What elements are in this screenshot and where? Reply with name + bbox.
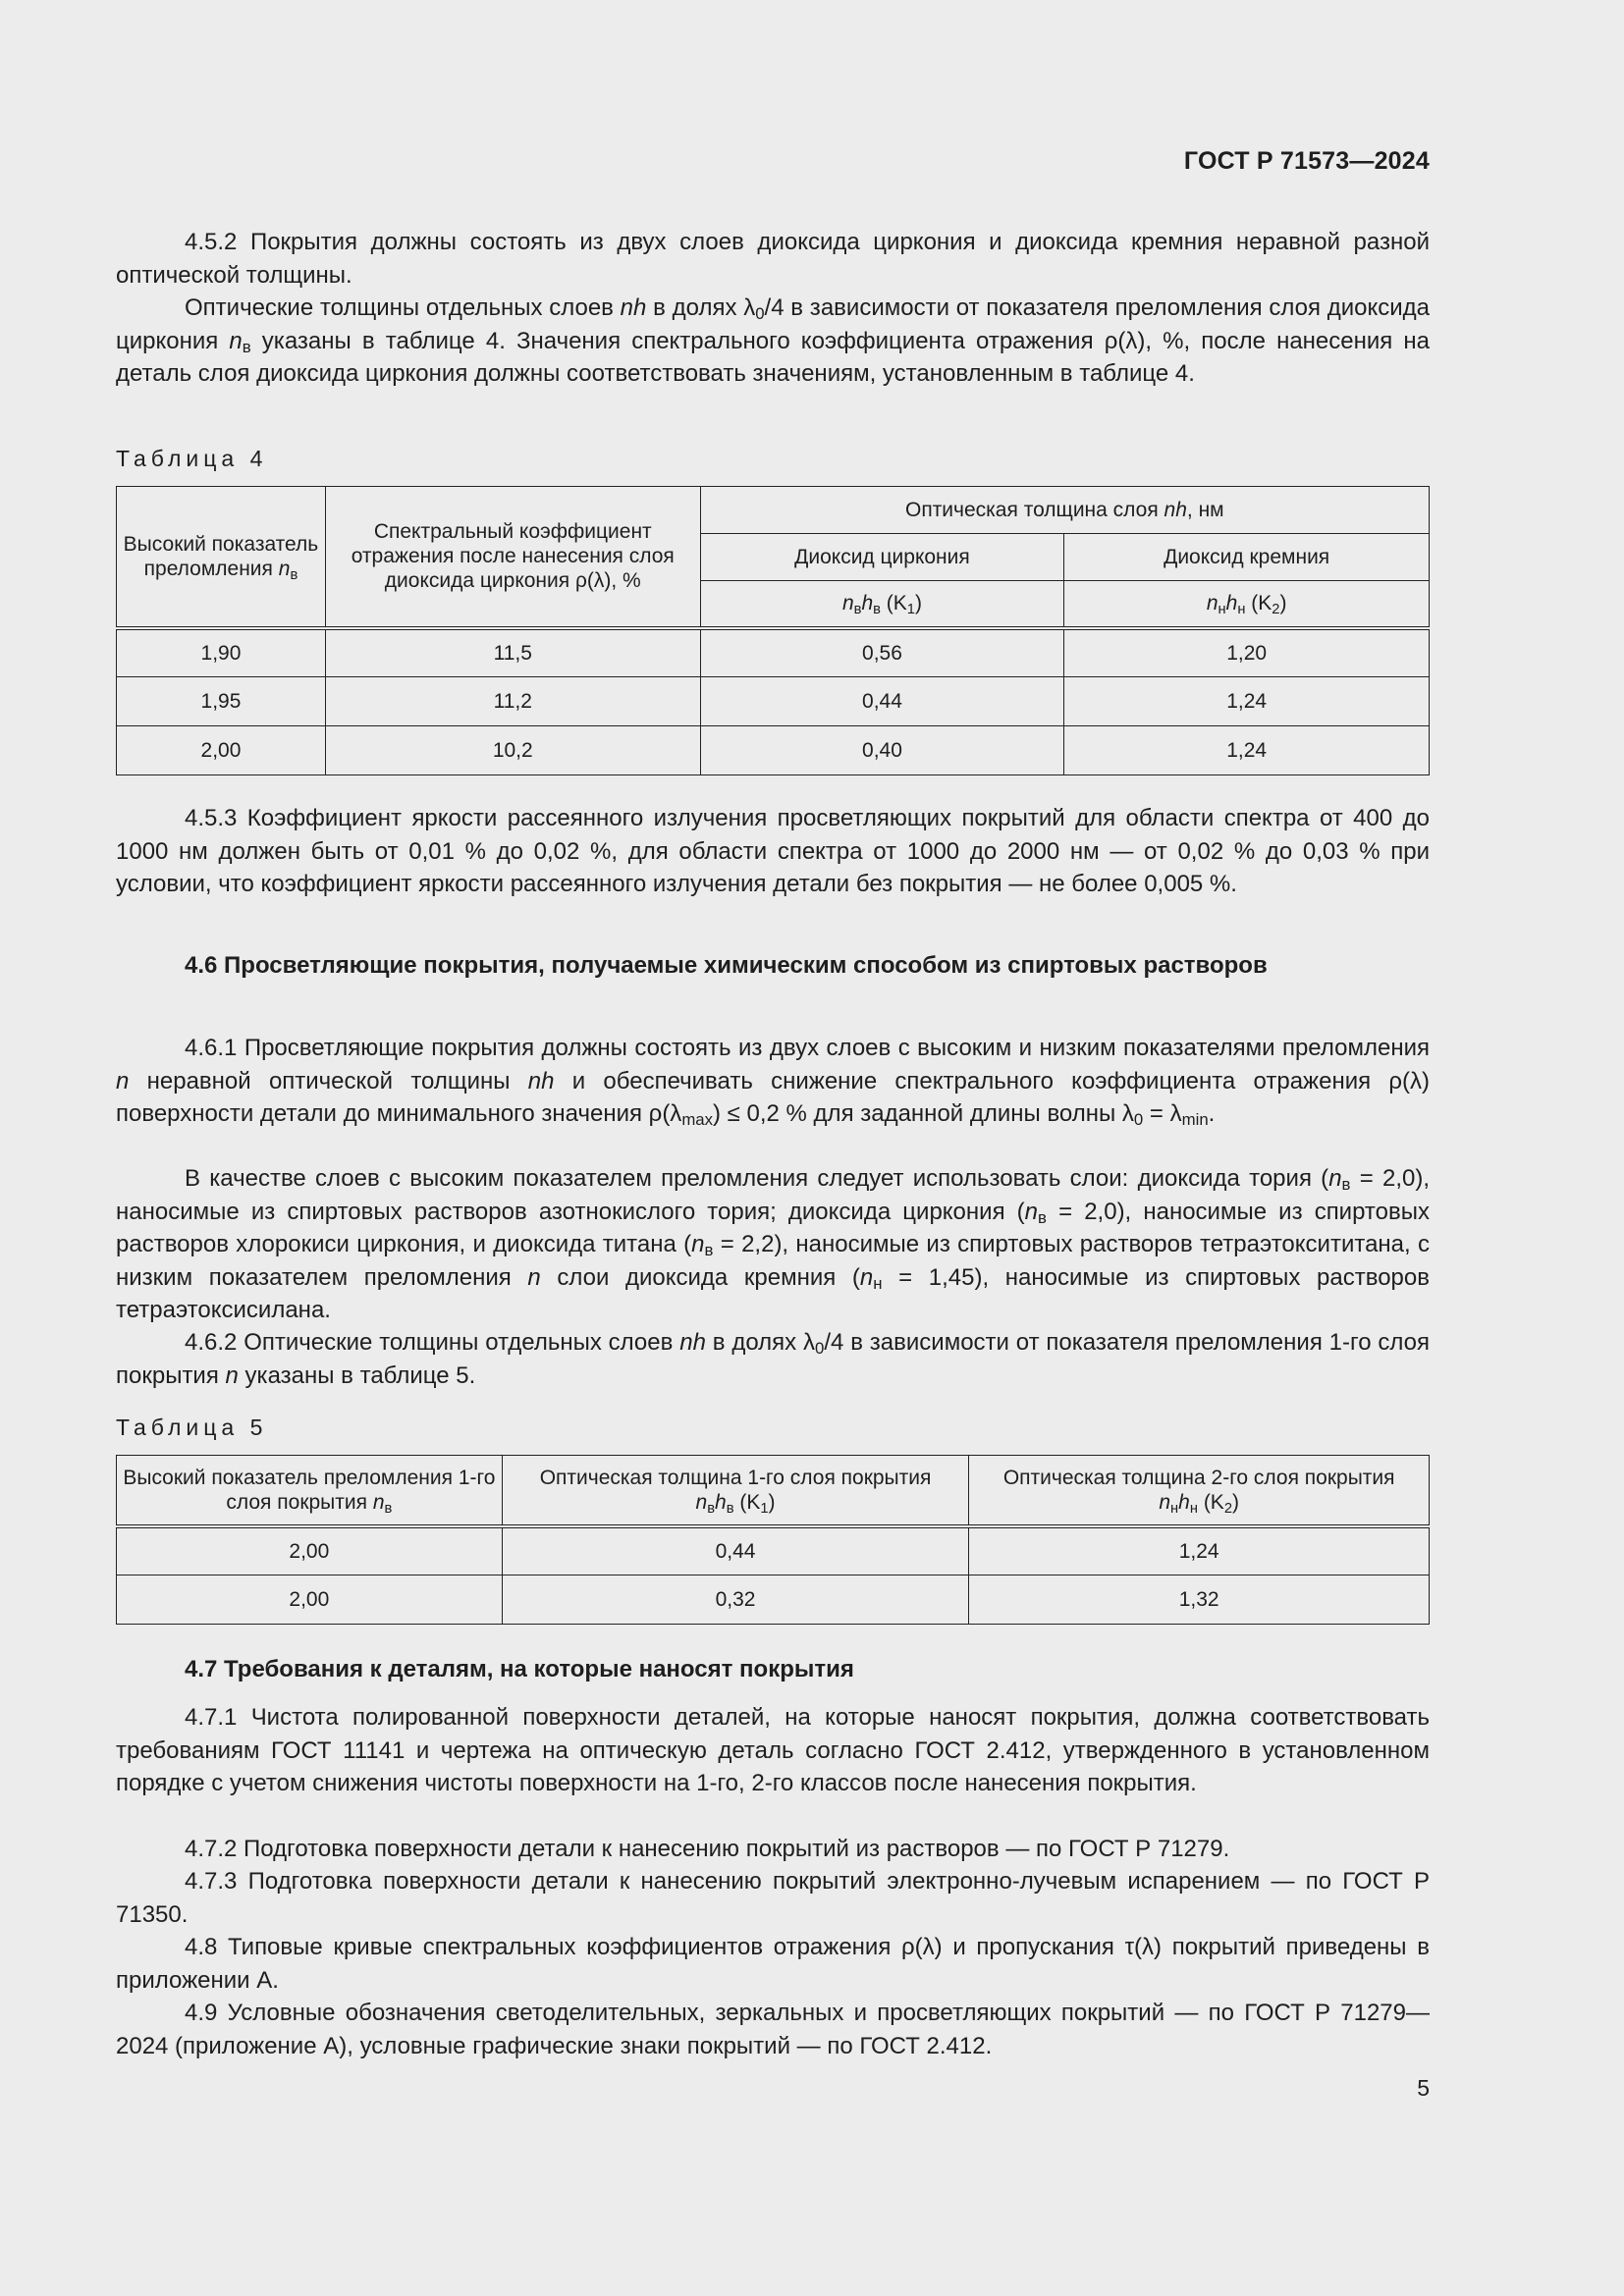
table-cell: 0,44 — [502, 1526, 969, 1575]
table-4-header-k2: $n_нh_н$ $(K_2)$ — [1064, 581, 1430, 628]
table-5-header-index: Высокий показатель преломления 1-го слоя покрытия $n_в$ — [117, 1456, 503, 1526]
table-4-header-index: Высокий показатель преломления $n_в$ — [117, 487, 326, 628]
table-cell: 11,5 — [325, 628, 700, 677]
table-5 — [116, 1455, 1430, 1625]
table-cell: 1,24 — [969, 1526, 1430, 1575]
table-cell: 1,95 — [117, 677, 326, 726]
table-4-header-thickness: Оптическая толщина слоя nh, нм — [700, 487, 1429, 534]
table-row — [117, 1526, 1430, 1575]
paragraph-4-9: 4.9 Условные обозначения светоделительных, зеркальных и просветляющих покрытий — по ГОСТ Р 71279—2024 (приложение А), условные графические знаки покрытий — по ГОСТ 2.412. — [116, 2000, 1430, 2059]
table-cell: 2,00 — [117, 1575, 503, 1625]
document-id: ГОСТ Р 71573—2024 — [1183, 147, 1430, 175]
table-4 — [116, 486, 1430, 775]
paragraph-4-6-2: 4.6.2 Оптические толщины отдельных слоев nh в долях $\lambda_0/4$ в зависимости от показателя преломления 1-го слоя покрытия n указаны в таблице 5. — [116, 1329, 1431, 1389]
table-row — [117, 726, 1430, 775]
paragraph-4-8: 4.8 Типовые кривые спектральных коэффициентов отражения ρ(λ) и пропускания τ(λ) покрытий приведены в приложении А. — [116, 1934, 1430, 1994]
table-4-header-k1: $n_вh_в$ $(K_1)$ — [700, 581, 1064, 628]
table-5-caption: Таблица 5 — [116, 1415, 268, 1440]
paragraph-4-6-1-b: В качестве слоев с высоким показателем преломления следует использовать слои: диоксида тория $(n_в = 2,0)$, наносимые из спиртовых растворов азотнокислого тория; диоксида циркония $(n_в = 2,0)$, наносимые из спиртовых растворов хлорокиси циркония, и диоксида титана $(n_в = 2,2)$, наносимые из спиртовых растворов тетраэтоксититана, с низким показателем преломления n слои диоксида кремния $(n_н = 1,45)$, наносимые из спиртовых растворов тетраэтоксисилана. — [116, 1165, 1431, 1323]
table-cell: 2,00 — [117, 726, 326, 775]
table-cell: 10,2 — [325, 726, 700, 775]
heading-4-6: 4.6 Просветляющие покрытия, получаемые химическим способом из спиртовых растворов — [185, 952, 1268, 979]
paragraph-4-7-1: 4.7.1 Чистота полированной поверхности деталей, на которые наносят покрытия, должна соответствовать требованиям ГОСТ 11141 и чертежа на оптическую деталь согласно ГОСТ 2.412, утвержденного в установленном порядке с учетом снижения чистоты поверхности на 1-го, 2-го классов после нанесения покрытия. — [116, 1704, 1430, 1796]
page-number: 5 — [1417, 2075, 1430, 2101]
paragraph-4-7-2: 4.7.2 Подготовка поверхности детали к нанесению покрытий из растворов — по ГОСТ Р 71279. — [185, 1836, 1230, 1862]
table-cell: 0,40 — [700, 726, 1064, 775]
table-cell: 1,24 — [1064, 677, 1430, 726]
table-row — [117, 1575, 1430, 1625]
paragraph-4-5-2-b: Оптические толщины отдельных слоев nh в долях $\lambda_0/4$ в зависимости от показателя преломления слоя диоксида циркония $n_в$ указаны в таблице 4. Значения спектрального коэффициента отражения ρ(λ), %, после нанесения на деталь слоя диоксида циркония должны соответствовать значениям, установленным в таблице 4. — [116, 294, 1431, 387]
table-cell: 2,00 — [117, 1526, 503, 1575]
heading-4-7: 4.7 Требования к деталям, на которые наносят покрытия — [185, 1656, 854, 1682]
table-row — [117, 677, 1430, 726]
table-cell: 0,32 — [502, 1575, 969, 1625]
table-cell: 0,56 — [700, 628, 1064, 677]
table-5-header-layer1: Оптическая толщина 1-го слоя покрытия $n_вh_в$ $(K_1)$ — [502, 1456, 969, 1526]
table-cell: 0,44 — [700, 677, 1064, 726]
table-cell: 11,2 — [325, 677, 700, 726]
table-4-header-silicon: Диоксид кремния — [1064, 534, 1430, 581]
paragraph-4-5-2: 4.5.2 Покрытия должны состоять из двух слоев диоксида циркония и диоксида кремния неравной разной оптической толщины. — [116, 229, 1430, 289]
table-cell: 1,90 — [117, 628, 326, 677]
paragraph-4-5-3: 4.5.3 Коэффициент яркости рассеянного излучения просветляющих покрытий для области спектра от 400 до 1000 нм должен быть от 0,01 % до 0,02 %, для области спектра от 1000 до 2000 нм — от 0,02 % до 0,03 % при условии, что коэффициент яркости рассеянного излучения детали без покрытия — не более 0,005 %. — [116, 805, 1430, 897]
table-cell: 1,20 — [1064, 628, 1430, 677]
paragraph-4-6-1: 4.6.1 Просветляющие покрытия должны состоять из двух слоев с высоким и низким показателями преломления n неравной оптической толщины nh и обеспечивать снижение спектрального коэффициента отражения ρ(λ) поверхности детали до минимального значения $\rho(\lambda_{max}) \le 0,2$ % для заданной длины волны $\lambda_0 = \lambda_{min}$. — [116, 1035, 1430, 1129]
table-4-header-zirconium: Диоксид циркония — [700, 534, 1064, 581]
table-5-header-layer2: Оптическая толщина 2-го слоя покрытия $n_нh_н$ $(K_2)$ — [969, 1456, 1430, 1526]
table-4-caption: Таблица 4 — [116, 446, 268, 471]
document-page — [116, 0, 1430, 2296]
table-cell: 1,32 — [969, 1575, 1430, 1625]
table-row — [117, 628, 1430, 677]
paragraph-4-7-3: 4.7.3 Подготовка поверхности детали к нанесению покрытий электронно-лучевым испарением — по ГОСТ Р 71350. — [116, 1868, 1430, 1928]
table-cell: 1,24 — [1064, 726, 1430, 775]
table-4-header-reflection: Спектральный коэффициент отражения после нанесения слоя диоксида циркония ρ(λ), % — [325, 487, 700, 628]
